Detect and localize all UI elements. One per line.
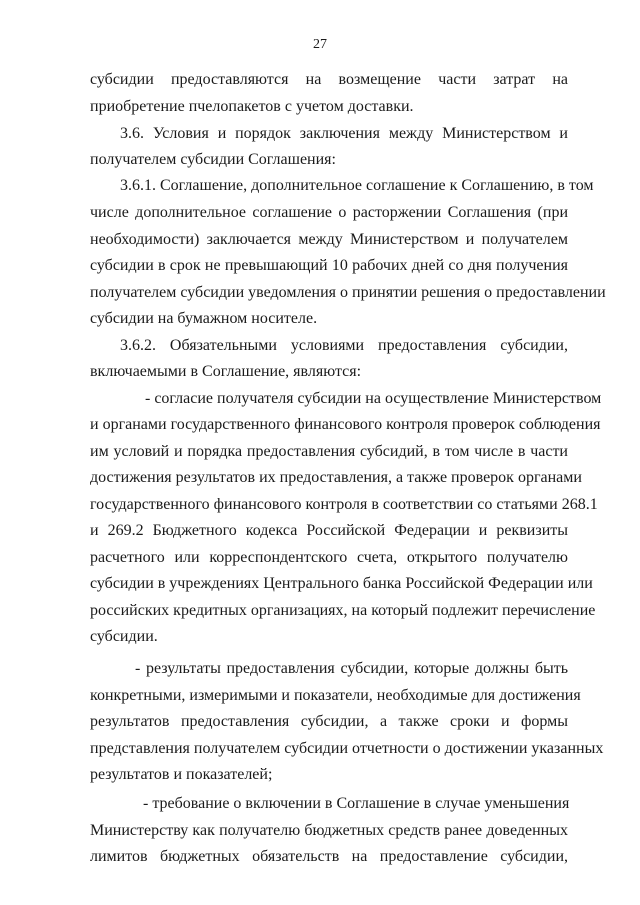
text-line: представления получателем субсидии отчетности о достижении указанных — [90, 740, 604, 757]
list-item-start: - результаты предоставления субсидии, которые должны быть — [135, 660, 568, 677]
text-line: субсидии. — [90, 628, 158, 645]
list-item-start: - требование о включении в Соглашение в случае уменьшения — [143, 795, 570, 812]
text-line: субсидии предоставляются на возмещение части затрат на — [90, 71, 568, 88]
text-line: получателем субсидии Соглашения: — [90, 151, 336, 168]
text-line: числе дополнительное соглашение о расторжении Соглашения (при — [90, 204, 568, 221]
text-line: включаемыми в Соглашение, являются: — [90, 363, 362, 380]
subsection-heading: 3.6.2. Обязательными условиями предоставления субсидии, — [120, 337, 568, 354]
text-line: получателем субсидии уведомления о принятии решения о предоставлении — [90, 284, 606, 301]
text-line: и 269.2 Бюджетного кодекса Российской Федерации и реквизиты — [90, 522, 568, 539]
text-line: результатов предоставления субсидии, а также сроки и формы — [90, 713, 568, 730]
text-line: результатов и показателей; — [90, 766, 273, 783]
text-line: необходимости) заключается между Министерством и получателем — [90, 231, 568, 248]
text-line: Министерству как получателю бюджетных средств ранее доведенных — [90, 822, 568, 839]
section-heading: 3.6. Условия и порядок заключения между Министерством и — [120, 125, 568, 142]
text-line: расчетного или корреспондентского счета, открытого получателю — [90, 549, 568, 566]
text-line: субсидии в учреждениях Центрального банка Российской Федерации или — [90, 575, 593, 592]
text-line: российских кредитных организациях, на который подлежит перечисление — [90, 602, 596, 619]
text-line: им условий и порядка предоставления субсидий, в том числе в части — [90, 443, 568, 460]
text-line: субсидии на бумажном носителе. — [90, 310, 318, 327]
text-line: конкретными, измеримыми и показатели, необходимые для достижения — [90, 687, 581, 704]
list-item-start: - согласие получателя субсидии на осуществление Министерством — [145, 390, 602, 407]
text-line: достижения результатов их предоставления, а также проверок органами — [90, 469, 582, 486]
text-line: субсидии в срок не превышающий 10 рабочих дней со дня получения — [90, 257, 568, 274]
page-number: 27 — [313, 37, 327, 52]
text-line: приобретение пчелопакетов с учетом доставки. — [90, 98, 414, 115]
text-line: государственного финансового контроля в соответствии со статьями 268.1 — [90, 496, 598, 513]
text-line: лимитов бюджетных обязательств на предоставление субсидии, — [90, 848, 568, 865]
text-line: и органами государственного финансового контроля проверок соблюдения — [90, 416, 601, 433]
subsection-heading: 3.6.1. Соглашение, дополнительное соглашение к Соглашению, в том — [120, 177, 594, 194]
